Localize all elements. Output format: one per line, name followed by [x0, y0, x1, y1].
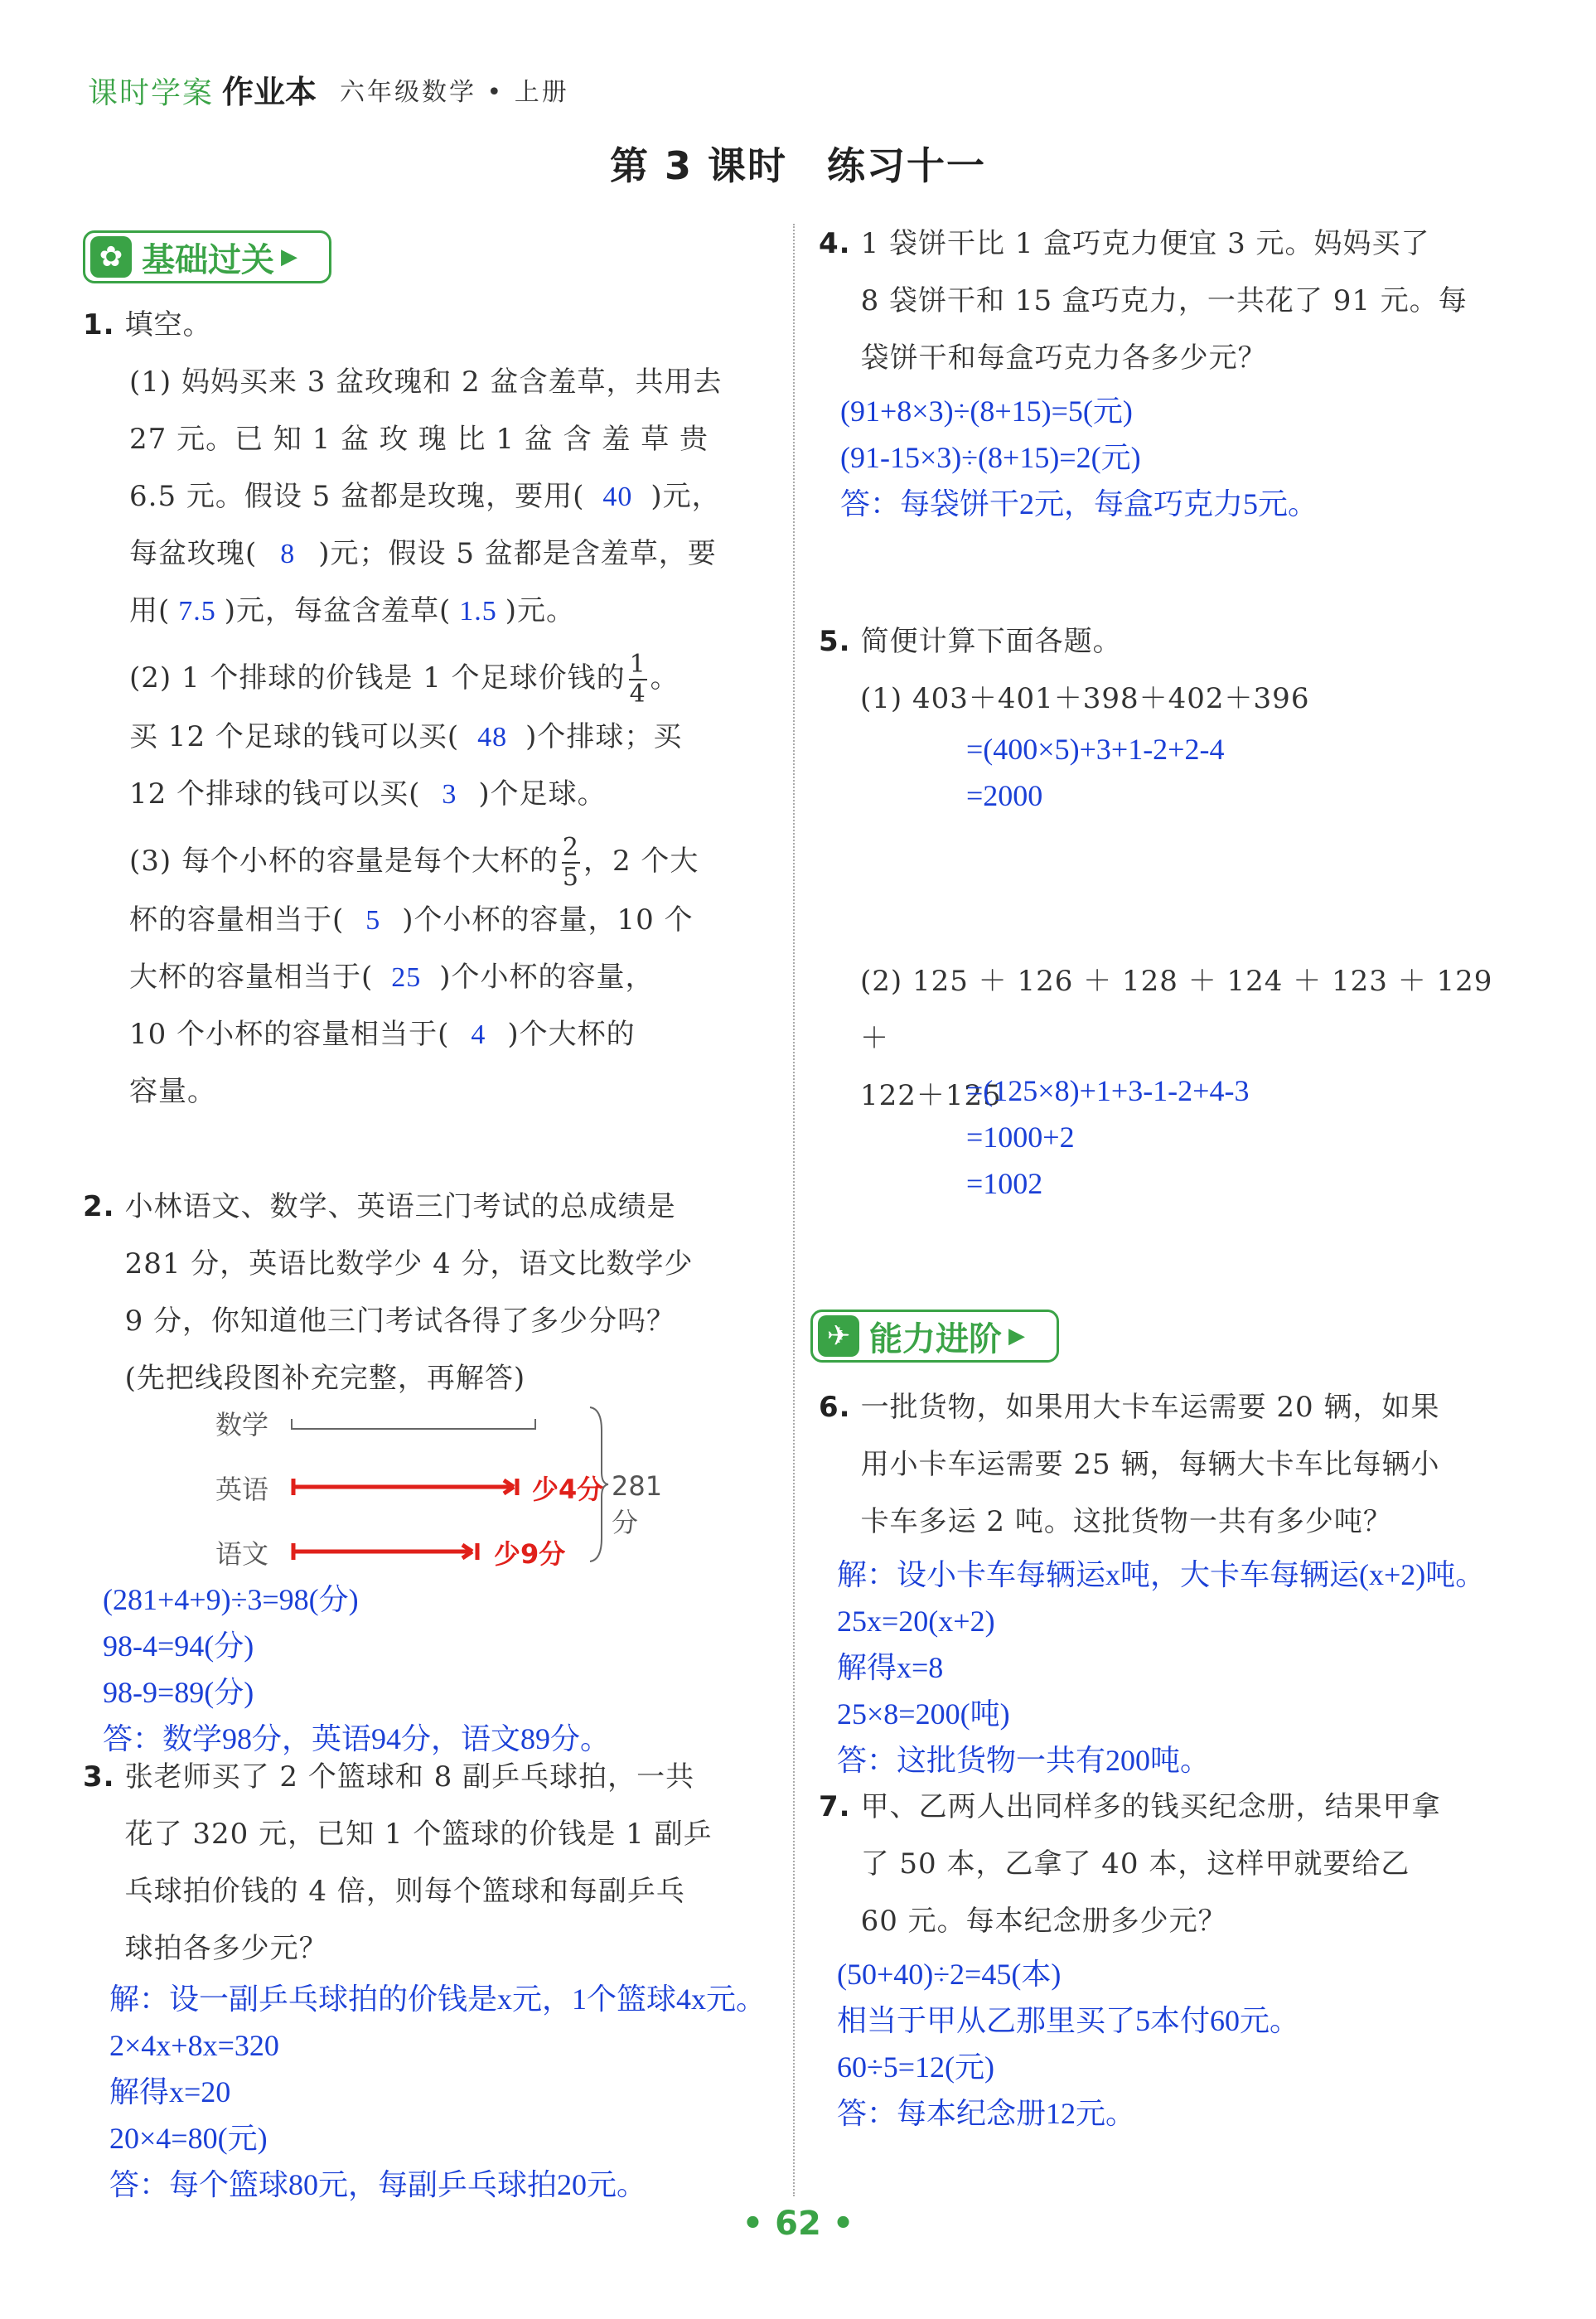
question-2-number: 2. — [83, 1190, 115, 1223]
q6-answer-line2: 25x=20(x+2) — [837, 1605, 995, 1638]
q7-answer-line4: 答：每本纪念册12元。 — [837, 2097, 1136, 2130]
arrow-right-icon: ▶ — [281, 244, 297, 269]
segment-diagram — [215, 1401, 680, 1575]
grade-label: 六年级数学 • 上册 — [340, 78, 569, 107]
q7-answer-line1: (50+40)÷2=45(本) — [837, 1958, 1062, 1991]
q2-answer — [103, 1576, 610, 1762]
q5-p2-line1: (2) 125 ＋ 126 ＋ 128 ＋ 124 ＋ 123 ＋ 129 ＋ — [860, 965, 1493, 1055]
book-label: 作业本 — [222, 74, 317, 110]
q6-line1: 一批货物，如果用大卡车运需要 20 辆，如果 — [860, 1391, 1440, 1424]
q1-part2 — [83, 650, 779, 823]
q6-line3: 卡车多运 2 吨。这批货物一共有多少吨？ — [860, 1505, 1392, 1538]
segment-math — [290, 1417, 547, 1434]
q5-p2-answer-line2: =1000+2 — [966, 1121, 1075, 1154]
q4-answer-line2: (91-15×3)÷(8+15)=2(元) — [840, 441, 1141, 474]
q3-answer-line4: 20×4=80(元) — [109, 2122, 268, 2155]
q1-p3-line5: 容量。 — [129, 1075, 216, 1108]
question-4 — [819, 215, 1515, 387]
fill-answer-7-5: 7.5 — [178, 596, 216, 627]
q1-p2-line1: (2) 1 个排球的价钱是 1 个足球价钱的 $\frac{1}{4}$ 。 — [129, 650, 680, 709]
q6-answer-line4: 25×8=200(吨) — [837, 1697, 1010, 1731]
q7-line2: 了 50 本，乙拿了 40 本，这样甲就要给乙 — [860, 1847, 1410, 1881]
q3-answer-line1: 解：设一副乒乓球拍的价钱是x元，1个篮球4x元。 — [109, 1983, 767, 2016]
q2-answer-line3: 98-9=89(分) — [103, 1676, 254, 1709]
q4-line1: 1 袋饼干比 1 盒巧克力便宜 3 元。妈妈买了 — [860, 227, 1430, 260]
brace-total — [587, 1406, 612, 1563]
q1-p1-line1: (1) 妈妈买来 3 盆玫瑰和 2 盆含羞草，共用去 — [129, 366, 723, 399]
q6-answer-line3: 解得x=8 — [837, 1651, 944, 1684]
q6-answer-line5: 答：这批货物一共有200吨。 — [837, 1744, 1211, 1777]
q7-answer-line2: 相当于甲从乙那里买了5本付60元。 — [837, 2004, 1300, 2037]
label-math: 数学 — [215, 1409, 269, 1440]
q5-part1: (1) 403＋401＋398＋402＋396 — [860, 682, 1310, 715]
q5-p2-answer-line1: =(125×8)+1+3-1-2+4-3 — [966, 1074, 1250, 1107]
fill-answer-1-5: 1.5 — [459, 596, 497, 627]
q5-part1-answer — [966, 726, 1224, 819]
section-advanced-label: 能力进阶 — [869, 1319, 1002, 1358]
q6-answer-line1: 解：设小卡车每辆运x吨，大卡车每辆运(x+2)吨。 — [837, 1558, 1486, 1591]
question-6-number: 6. — [819, 1391, 851, 1424]
label-less-9: 少9分 — [494, 1538, 566, 1570]
q5-p1-answer-line1: =(400×5)+3+1-2+2-4 — [966, 733, 1225, 766]
page-title: 第 3 课时 练习十一 — [609, 143, 987, 188]
question-5-number: 5. — [819, 625, 851, 658]
question-5 — [819, 613, 1515, 728]
q5-part2-answer — [966, 1068, 1249, 1207]
q4-answer-line3: 答：每袋饼干2元，每盒巧克力5元。 — [840, 487, 1318, 520]
question-6 — [819, 1379, 1515, 1551]
q1-part1 — [83, 354, 779, 640]
q2-answer-line1: (281+4+9)÷3=98(分) — [103, 1583, 359, 1616]
section-advanced — [810, 1310, 1059, 1363]
segment-chinese — [290, 1540, 497, 1565]
section-basic-label: 基础过关 — [142, 240, 274, 279]
q1-p1-line5: 用( 7.5 )元，每盆含羞草( 1.5 )元。 — [129, 594, 576, 627]
q3-answer-line5: 答：每个篮球80元，每副乒乓球拍20元。 — [109, 2168, 647, 2201]
question-1-stem: 填空。 — [124, 308, 212, 341]
fill-answer-8: 8 — [280, 539, 296, 569]
question-7-number: 7. — [819, 1790, 851, 1823]
q5-p1-answer-line2: =2000 — [966, 779, 1043, 812]
runner-icon: ✈ — [818, 1315, 859, 1357]
label-less-4: 少4分 — [532, 1474, 604, 1505]
q2-line2: 281 分，英语比数学少 4 分，语文比数学少 — [124, 1247, 694, 1281]
fill-answer-3: 3 — [442, 779, 457, 810]
q1-p3-line2: 杯的容量相当于( 5 )个小杯的容量，10 个 — [129, 903, 694, 937]
section-basic — [83, 230, 331, 283]
q3-line1: 张老师买了 2 个篮球和 8 副乒乓球拍，一共 — [124, 1760, 695, 1794]
q1-p1-line4: 每盆玫瑰( 8 )元；假设 5 盆都是含羞草，要 — [129, 537, 717, 570]
question-5-stem: 简便计算下面各题。 — [860, 625, 1122, 658]
label-english: 英语 — [215, 1474, 269, 1505]
q4-line3: 袋饼干和每盒巧克力各多少元？ — [860, 341, 1267, 375]
fill-answer-5: 5 — [365, 905, 381, 936]
fill-answer-48: 48 — [477, 722, 508, 753]
q2-line1: 小林语文、数学、英语三门考试的总成绩是 — [124, 1190, 676, 1223]
fraction-two-fifths: $\frac{2}{5}$ — [562, 833, 580, 892]
q1-p1-line2: 27 元。已 知 1 盆 玫 瑰 比 1 盆 含 羞 草 贵 — [129, 423, 709, 456]
label-chinese: 语文 — [215, 1538, 269, 1570]
fraction-one-quarter: $\frac{1}{4}$ — [629, 650, 646, 709]
q7-line3: 60 元。每本纪念册多少元？ — [860, 1905, 1227, 1938]
q1-p2-line2: 买 12 个足球的钱可以买( 48 )个排球；买 — [129, 720, 683, 753]
q2-line4: (先把线段图补充完整，再解答) — [124, 1362, 526, 1395]
q3-line2: 花了 320 元，已知 1 个篮球的价钱是 1 副乒 — [124, 1818, 713, 1851]
q7-answer-line3: 60÷5=12(元) — [837, 2050, 995, 2084]
q1-p3-line3: 大杯的容量相当于( 25 )个小杯的容量， — [129, 961, 655, 994]
q7-answer — [837, 1951, 1299, 2137]
segment-english — [290, 1475, 539, 1500]
fill-answer-40: 40 — [602, 482, 633, 512]
q7-line1: 甲、乙两人出同样多的钱买纪念册，结果甲拿 — [860, 1790, 1441, 1823]
q1-p2-line3: 12 个排球的钱可以买( 3 )个足球。 — [129, 777, 607, 811]
question-7 — [819, 1779, 1515, 1950]
question-2 — [83, 1179, 779, 1407]
brand-label: 课时学案 — [88, 76, 215, 110]
fill-answer-25: 25 — [391, 962, 422, 993]
q6-answer — [837, 1552, 1485, 1784]
fill-answer-4: 4 — [471, 1019, 486, 1050]
q2-line3: 9 分，你知道他三门考试各得了多少分吗？ — [124, 1305, 676, 1338]
q3-answer — [109, 1976, 766, 2208]
q5-p2-answer-line3: =1002 — [966, 1167, 1043, 1200]
question-3 — [83, 1749, 779, 1978]
q1-p3-line4: 10 个小杯的容量相当于( 4 )个大杯的 — [129, 1018, 636, 1051]
q3-line4: 球拍各多少元？ — [124, 1932, 328, 1965]
q2-answer-line2: 98-4=94(分) — [103, 1629, 254, 1663]
q1-part3 — [83, 833, 779, 1121]
q4-answer — [840, 388, 1318, 527]
q1-p1-line3: 6.5 元。假设 5 盆都是玫瑰，要用( 40 )元， — [129, 480, 721, 513]
question-3-number: 3. — [83, 1760, 115, 1794]
q3-answer-line3: 解得x=20 — [109, 2075, 231, 2108]
q4-line2: 8 袋饼干和 15 盒巧克力，一共花了 91 元。每 — [860, 284, 1468, 317]
label-total: 281 分 — [612, 1470, 663, 1538]
q2-answer-line4: 答：数学98分，英语94分，语文89分。 — [103, 1722, 611, 1755]
column-divider — [793, 224, 795, 2196]
q6-line2: 用小卡车运需要 25 辆，每辆大卡车比每辆小 — [860, 1448, 1440, 1481]
arrow-right-icon: ▶ — [1008, 1324, 1025, 1348]
q3-answer-line2: 2×4x+8x=320 — [109, 2029, 279, 2062]
question-4-number: 4. — [819, 227, 851, 260]
q3-line3: 乓球拍价钱的 4 倍，则每个篮球和每副乒乓 — [124, 1875, 685, 1908]
q1-p3-line1: (3) 每个小杯的容量是每个大杯的 $\frac{2}{5}$ ，2 个大 — [129, 833, 699, 892]
question-1 — [83, 297, 779, 1121]
q4-answer-line1: (91+8×3)÷(8+15)=5(元) — [840, 395, 1133, 428]
question-1-number: 1. — [83, 308, 115, 341]
gear-icon: ✿ — [90, 236, 132, 278]
q5-p2-line2: 122＋125 — [860, 1079, 1002, 1112]
page-number: • 62 • — [742, 2205, 854, 2243]
